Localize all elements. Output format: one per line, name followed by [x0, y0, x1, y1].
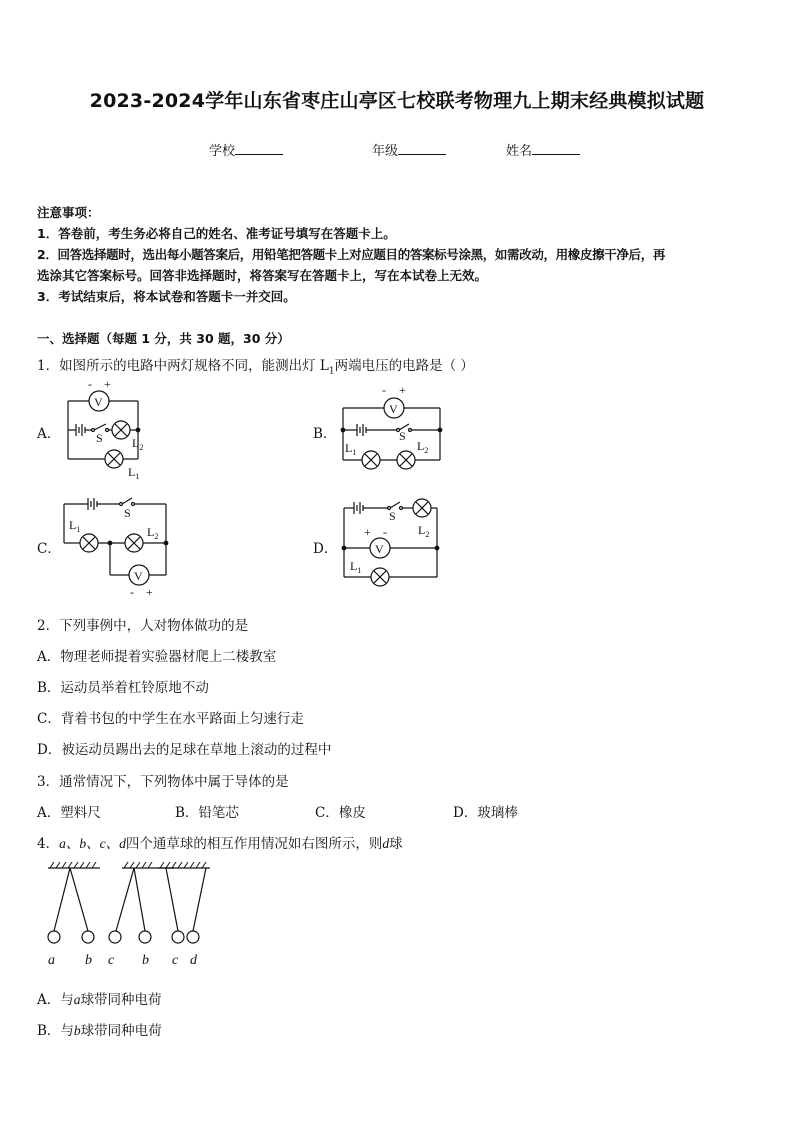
ball-b-icon: [82, 931, 94, 943]
svg-text:S: S: [124, 506, 131, 520]
question-3-stem: 3．通常情况下，下列物体中属于导体的是: [37, 774, 289, 790]
svg-text:S: S: [389, 509, 396, 523]
q1-option-d-label[interactable]: D．: [313, 541, 338, 557]
section-heading: 一、选择题（每题 1 分，共 30 题，30 分）: [37, 331, 290, 346]
grade-label: 年级: [372, 144, 399, 159]
ball-a-icon: [48, 931, 60, 943]
label-l2: $L_2$: [132, 436, 144, 452]
ball-b2-icon: [139, 931, 151, 943]
notice-item-3: 3．考试结束后，将本试卷和答题卡一并交回。: [37, 289, 296, 304]
ball-label-b2: b: [142, 953, 149, 968]
q2-option-b[interactable]: B．运动员举着杠铃原地不动: [37, 680, 209, 696]
meter-plus-sign: +: [104, 377, 111, 391]
grade-field[interactable]: [372, 140, 446, 159]
svg-text:V: V: [375, 542, 384, 556]
q4-option-b[interactable]: B．与b球带同种电荷: [37, 1023, 162, 1039]
q3-option-b[interactable]: B．铅笔芯: [175, 805, 239, 821]
ball-d-icon: [187, 931, 199, 943]
school-field[interactable]: [209, 140, 283, 159]
ball-c-icon: [109, 931, 121, 943]
notice-item-2-line-1: 2．回答选择题时，选出每小题答案后，用铅笔把答题卡上对应题目的答案标号涂黑，如需改动，用橡皮擦干净后，再: [37, 247, 666, 262]
ball-label-a: a: [48, 953, 55, 968]
notice-item-1: 1．答卷前，考生务必将自己的姓名、准考证号填写在答题卡上。: [37, 226, 396, 241]
svg-text:V: V: [389, 402, 398, 416]
meter-plus-sign: +: [364, 525, 371, 539]
q1-option-b-label[interactable]: B．: [313, 426, 337, 442]
ball-label-c2: c: [172, 953, 179, 968]
label-l1: $L_1$: [345, 441, 357, 457]
ball-c2-icon: [172, 931, 184, 943]
svg-text:S: S: [96, 431, 103, 445]
question-4-stem: 4．a、b、c、d四个通草球的相互作用情况如右图所示，则d球: [37, 836, 403, 852]
circuit-diagram-c: [58, 490, 183, 600]
switch-icon: [122, 498, 132, 504]
q3-option-a[interactable]: A．塑料尺: [37, 805, 101, 821]
question-2-stem: 2．下列事例中，人对物体做功的是: [37, 618, 249, 634]
q1-option-a-label[interactable]: A．: [37, 426, 61, 442]
q2-option-c[interactable]: C．背着书包的中学生在水平路面上匀速行走: [37, 711, 304, 727]
name-field[interactable]: [506, 140, 580, 159]
meter-minus-sign: -: [130, 585, 134, 599]
label-l1: $L_1$: [69, 518, 81, 534]
label-l2: $L_2$: [417, 439, 429, 455]
pith-balls-figure: [38, 860, 218, 972]
notice-heading: 注意事项：: [37, 205, 100, 220]
q4-option-a[interactable]: A．与a球带同种电荷: [37, 992, 162, 1008]
q3-option-c[interactable]: C．橡皮: [315, 805, 366, 821]
school-label: 学校: [209, 144, 236, 159]
ball-label-d: d: [190, 953, 197, 968]
svg-text:S: S: [399, 429, 406, 443]
grade-blank[interactable]: [398, 142, 446, 155]
notice-item-2-line-2: 选涂其它答案标号。回答非选择题时，将答案写在答题卡上，写在本试卷上无效。: [37, 268, 488, 283]
name-label: 姓名: [506, 144, 533, 159]
q2-option-a[interactable]: A．物理老师提着实验器材爬上二楼教室: [37, 649, 277, 665]
label-l1: $L_1$: [350, 559, 362, 575]
circuit-diagram-d: [338, 494, 448, 594]
meter-minus-sign: -: [383, 525, 387, 539]
label-l2: $L_2$: [147, 525, 159, 541]
meter-plus-sign: +: [146, 585, 153, 599]
label-l1: $L_1$: [128, 465, 140, 481]
svg-text:V: V: [134, 569, 143, 583]
q2-option-d[interactable]: D．被运动员踢出去的足球在草地上滚动的过程中: [37, 742, 332, 758]
svg-text:V: V: [94, 395, 103, 409]
q3-option-d[interactable]: D．玻璃棒: [453, 805, 518, 821]
name-blank[interactable]: [532, 142, 580, 155]
school-blank[interactable]: [235, 142, 283, 155]
meter-minus-sign: -: [382, 383, 386, 397]
switch-icon: [390, 502, 400, 508]
meter-plus-sign: +: [399, 383, 406, 397]
question-1-stem: 1．如图所示的电路中两灯规格不同，能测出灯 $L_1$两端电压的电路是（ ）: [37, 358, 474, 377]
label-l2: $L_2$: [418, 523, 430, 539]
circuit-diagram-a: [60, 374, 180, 484]
meter-minus-sign: -: [88, 377, 92, 391]
circuit-diagram-b: [335, 380, 455, 480]
page-title: 2023-2024学年山东省枣庄山亭区七校联考物理九上期末经典模拟试题: [89, 90, 705, 112]
ball-label-c: c: [108, 953, 115, 968]
ball-label-b: b: [85, 953, 92, 968]
q1-option-c-label[interactable]: C．: [37, 541, 61, 557]
switch-icon: [94, 424, 106, 430]
